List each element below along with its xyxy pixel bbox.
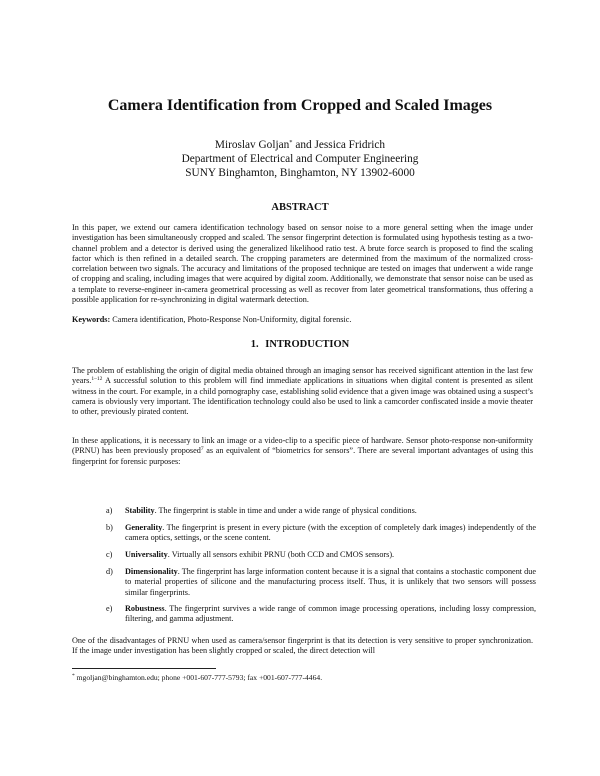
list-term: Dimensionality bbox=[125, 567, 178, 576]
author-line bbox=[0, 138, 600, 152]
footnote-mark: * bbox=[72, 673, 75, 679]
paragraph-text: A successful solution to this problem will find immediate applications in situations when digital content is presented as silent witness in the court. For example, in a child pornography case, establishing solid evidence that a given image was obtained using a suspect’s camera is obviously very important. The identification technology could also be used to link a camcorder confiscated inside a movie theater to other, previously pirated content. bbox=[72, 376, 533, 417]
list-text bbox=[125, 506, 536, 516]
list-term: Universality bbox=[125, 550, 168, 559]
intro-paragraph-1 bbox=[72, 366, 533, 417]
list-desc: . Virtually all sensors exhibit PRNU (both CCD and CMOS sensors). bbox=[167, 550, 395, 559]
list-label: e) bbox=[106, 604, 113, 613]
list-desc: . The fingerprint survives a wide range of common image processing operations, including lossy compression, filtering, and gamma adjustment. bbox=[125, 604, 536, 624]
paper-title: Camera Identification from Cropped and Scaled Images bbox=[107, 97, 493, 114]
intro-paragraph-2 bbox=[72, 436, 533, 467]
list-desc: . The fingerprint has large information content because it is a signal that contains a stochastic component due to material properties of silicone and the manufacturing process itself. Thus, it is unlikely that two sensors will possess similar fingerprints. bbox=[125, 567, 536, 597]
affiliation: Department of Electrical and Computer Engineering bbox=[181, 153, 419, 165]
section-heading: 1. INTRODUCTION bbox=[250, 339, 350, 350]
list-text bbox=[125, 604, 536, 625]
author-name: Miroslav Goljan bbox=[214, 139, 290, 151]
citation-ref: 7 bbox=[200, 446, 204, 453]
keywords-text: Camera identification, Photo-Response Non-Uniformity, digital forensic. bbox=[110, 315, 352, 324]
keywords bbox=[72, 315, 533, 325]
paragraph-text: In these applications, it is necessary to link an image or a video-clip to a specific piece of hardware. Sensor photo-response non-uniformity (PRNU) has been previously proposed bbox=[72, 436, 533, 456]
abstract-text: In this paper, we extend our camera identification technology based on sensor noise to a more general setting when the image under investigation has been simultaneously cropped and scaled. The sensor fingerprint detection is formulated using hypothesis testing as a two-channel problem and a detector is derived using the generalized likelihood ratio test. A brute force search is proposed to find the scaling factor which is then refined in a detailed search. The cropping parameters are determined from the maximum of the normalized cross-correlation between two signals. The accuracy and limitations of the proposed technique are tested on images that underwent a wide range of cropping and scaling, including images that were acquired by digital zoom. Additionally, we demonstrate that sensor noise can be used as a template to reverse-engineer in-camera geometrical processing as well as recover from later geometrical transformations, thus offering a possible application for re-synchronizing in digital watermark detection. bbox=[72, 223, 533, 305]
abstract-heading: ABSTRACT bbox=[271, 202, 329, 213]
author-block bbox=[0, 138, 600, 180]
paragraph-text: The problem of establishing the origin of digital media obtained through an imaging sensor has received significant attention in the last few years. bbox=[72, 366, 533, 386]
list-text bbox=[125, 567, 536, 598]
footnote-divider bbox=[72, 668, 216, 669]
list-term: Robustness bbox=[125, 604, 165, 613]
footnote bbox=[72, 673, 533, 683]
address: SUNY Binghamton, Binghamton, NY 13902-6000 bbox=[185, 167, 415, 179]
list-term: Generality bbox=[125, 523, 163, 532]
footnote-marker: * bbox=[289, 139, 293, 146]
paragraph-text: as an equivalent of “biometrics for sensors”. There are several important advantages of using this fingerprint for forensic purposes: bbox=[72, 446, 534, 466]
list-term: Stability bbox=[125, 506, 155, 515]
list-label: d) bbox=[106, 567, 113, 576]
keywords-label: Keywords: bbox=[72, 315, 111, 324]
list-label: b) bbox=[106, 523, 113, 532]
citation-ref: 1–12 bbox=[91, 376, 103, 383]
list-label: a) bbox=[106, 506, 113, 515]
list-desc: . The fingerprint is present in every picture (with the exception of completely dark images) independently of the camera optics, settings, or the scene content. bbox=[125, 523, 536, 543]
coauthor-name: and Jessica Fridrich bbox=[292, 139, 386, 151]
list-text bbox=[125, 523, 536, 544]
footnote-text: mgoljan@binghamton.edu; phone +001-607-777-5793; fax +001-607-777-4464. bbox=[74, 673, 323, 682]
list-desc: . The fingerprint is stable in time and under a wide range of physical conditions. bbox=[154, 506, 417, 515]
list-text bbox=[125, 550, 536, 560]
intro-paragraph-3: One of the disadvantages of PRNU when used as camera/sensor fingerprint is that its detection is very sensitive to proper synchronization. If the image under investigation has been slightly cropped or scaled, the direct detection will bbox=[72, 636, 533, 656]
list-label: c) bbox=[106, 550, 113, 559]
